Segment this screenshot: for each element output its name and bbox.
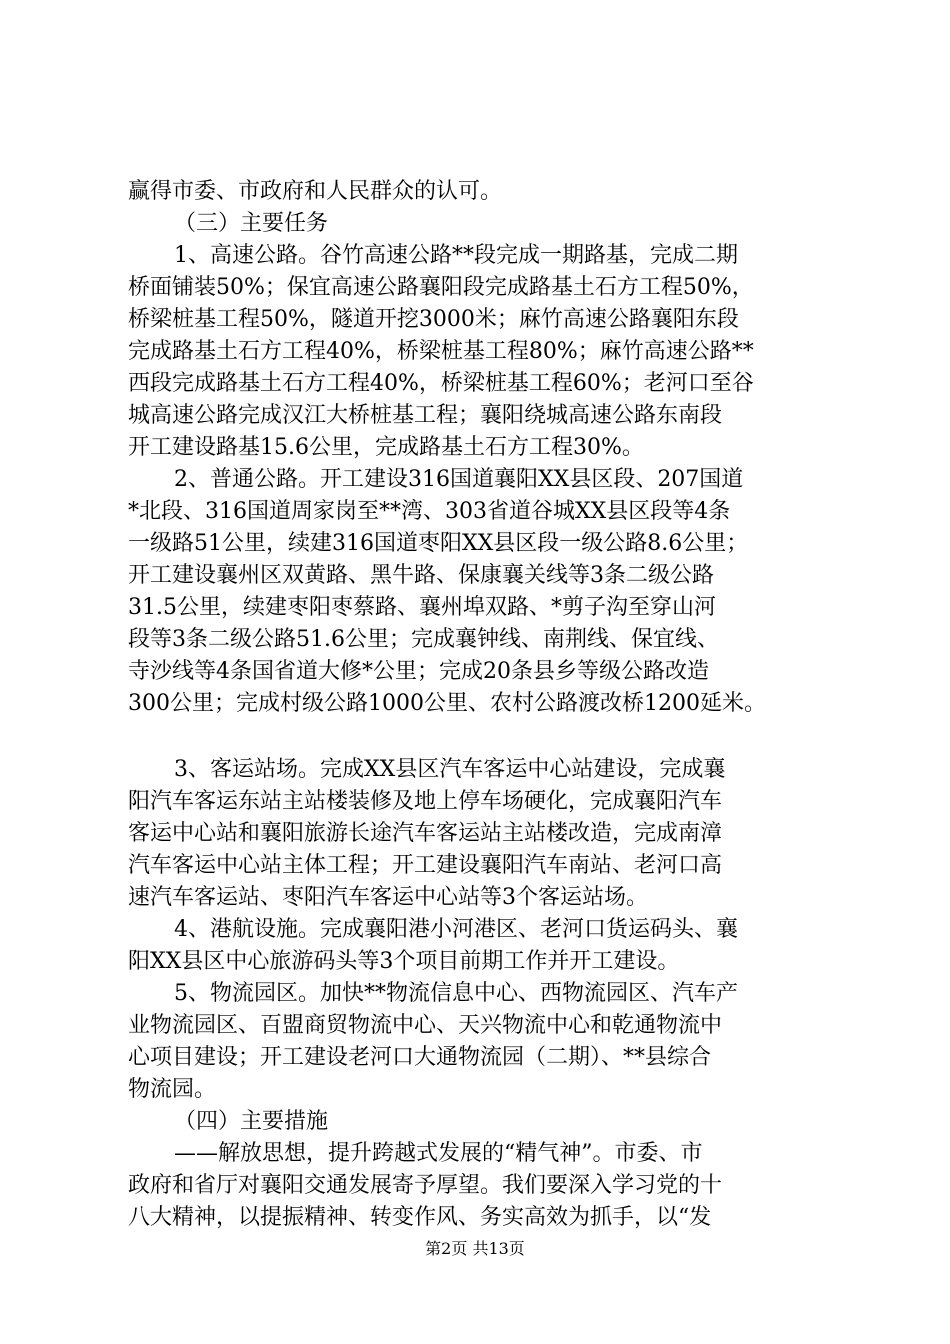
text-line: 政府和省厅对襄阳交通发展寄予厚望。我们要深入学习党的十 (128, 1173, 723, 1198)
text-line: ——解放思想，提升跨越式发展的“精气神”。市委、市 (174, 1141, 703, 1166)
text-line: 阳XX县区中心旅游码头等3个项目前期工作并开工建设。 (128, 949, 680, 974)
text-line: 完成路基土石方工程40%，桥梁桩基工程80%；麻竹高速公路** (128, 339, 754, 364)
text-line: 赢得市委、市政府和人民群众的认可。 (128, 179, 503, 204)
text-line: 汽车客运中心站主体工程；开工建设襄阳汽车南站、老河口高 (128, 853, 723, 878)
text-line: 一级路51公里，续建316国道枣阳XX县区段一级公路8.6公里； (128, 531, 749, 556)
text-line: 5、物流园区。加快**物流信息中心、西物流园区、汽车产 (174, 981, 738, 1006)
section-heading: （三）主要任务 (174, 211, 329, 236)
text-line: 速汽车客运站、枣阳汽车客运中心站等3个客运站场。 (128, 885, 648, 910)
page-footer: 第2页 共13页 (425, 1239, 525, 1258)
text-line: 心项目建设；开工建设老河口大通物流园（二期）、**县综合 (128, 1045, 712, 1070)
section-heading: （四）主要措施 (174, 1109, 329, 1134)
text-line: 开工建设襄州区双黄路、黑牛路、保康襄关线等3条二级公路 (128, 563, 714, 588)
text-line: 桥梁桩基工程50%，隧道开挖3000米；麻竹高速公路襄阳东段 (128, 307, 739, 332)
text-line: 城高速公路完成汉江大桥桩基工程；襄阳绕城高速公路东南段 (128, 403, 723, 428)
text-line: 寺沙线等4条国省道大修*公里；完成20条县乡等级公路改造 (128, 659, 709, 684)
text-line: 客运中心站和襄阳旅游长途汽车客运站主站楼改造，完成南漳 (128, 821, 723, 846)
text-line: 300公里；完成村级公路1000公里、农村公路渡改桥1200延米。 (128, 691, 766, 716)
text-line: 段等3条二级公路51.6公里；完成襄钟线、南荆线、保宜线、 (128, 627, 719, 652)
text-line: 阳汽车客运东站主站楼装修及地上停车场硬化，完成襄阳汽车 (128, 789, 723, 814)
text-line: 4、港航设施。完成襄阳港小河港区、老河口货运码头、襄 (174, 917, 738, 942)
text-line: 开工建设路基15.6公里，完成路基土石方工程30%。 (128, 435, 644, 460)
text-line: 2、普通公路。开工建设316国道襄阳XX县区段、207国道 (174, 467, 744, 492)
text-line: 西段完成路基土石方工程40%，桥梁桩基工程60%；老河口至谷 (128, 371, 754, 396)
text-line: 3、客运站场。完成XX县区汽车客运中心站建设，完成襄 (174, 757, 726, 782)
text-line: 八大精神，以提振精神、转变作风、务实高效为抓手，以“发 (128, 1205, 712, 1230)
text-line: 桥面铺装50%；保宜高速公路襄阳段完成路基土石方工程50%， (128, 275, 754, 300)
text-line: 业物流园区、百盟商贸物流中心、天兴物流中心和乾通物流中 (128, 1013, 723, 1038)
text-line: 物流园。 (128, 1077, 217, 1102)
text-line: 1、高速公路。谷竹高速公路**段完成一期路基，完成二期 (174, 243, 738, 268)
text-line: 31.5公里，续建枣阳枣蔡路、襄州埠双路、*剪子沟至穿山河 (128, 595, 716, 620)
text-line: *北段、316国道周家岗至**湾、303省道谷城XX县区段等4条 (128, 499, 731, 524)
